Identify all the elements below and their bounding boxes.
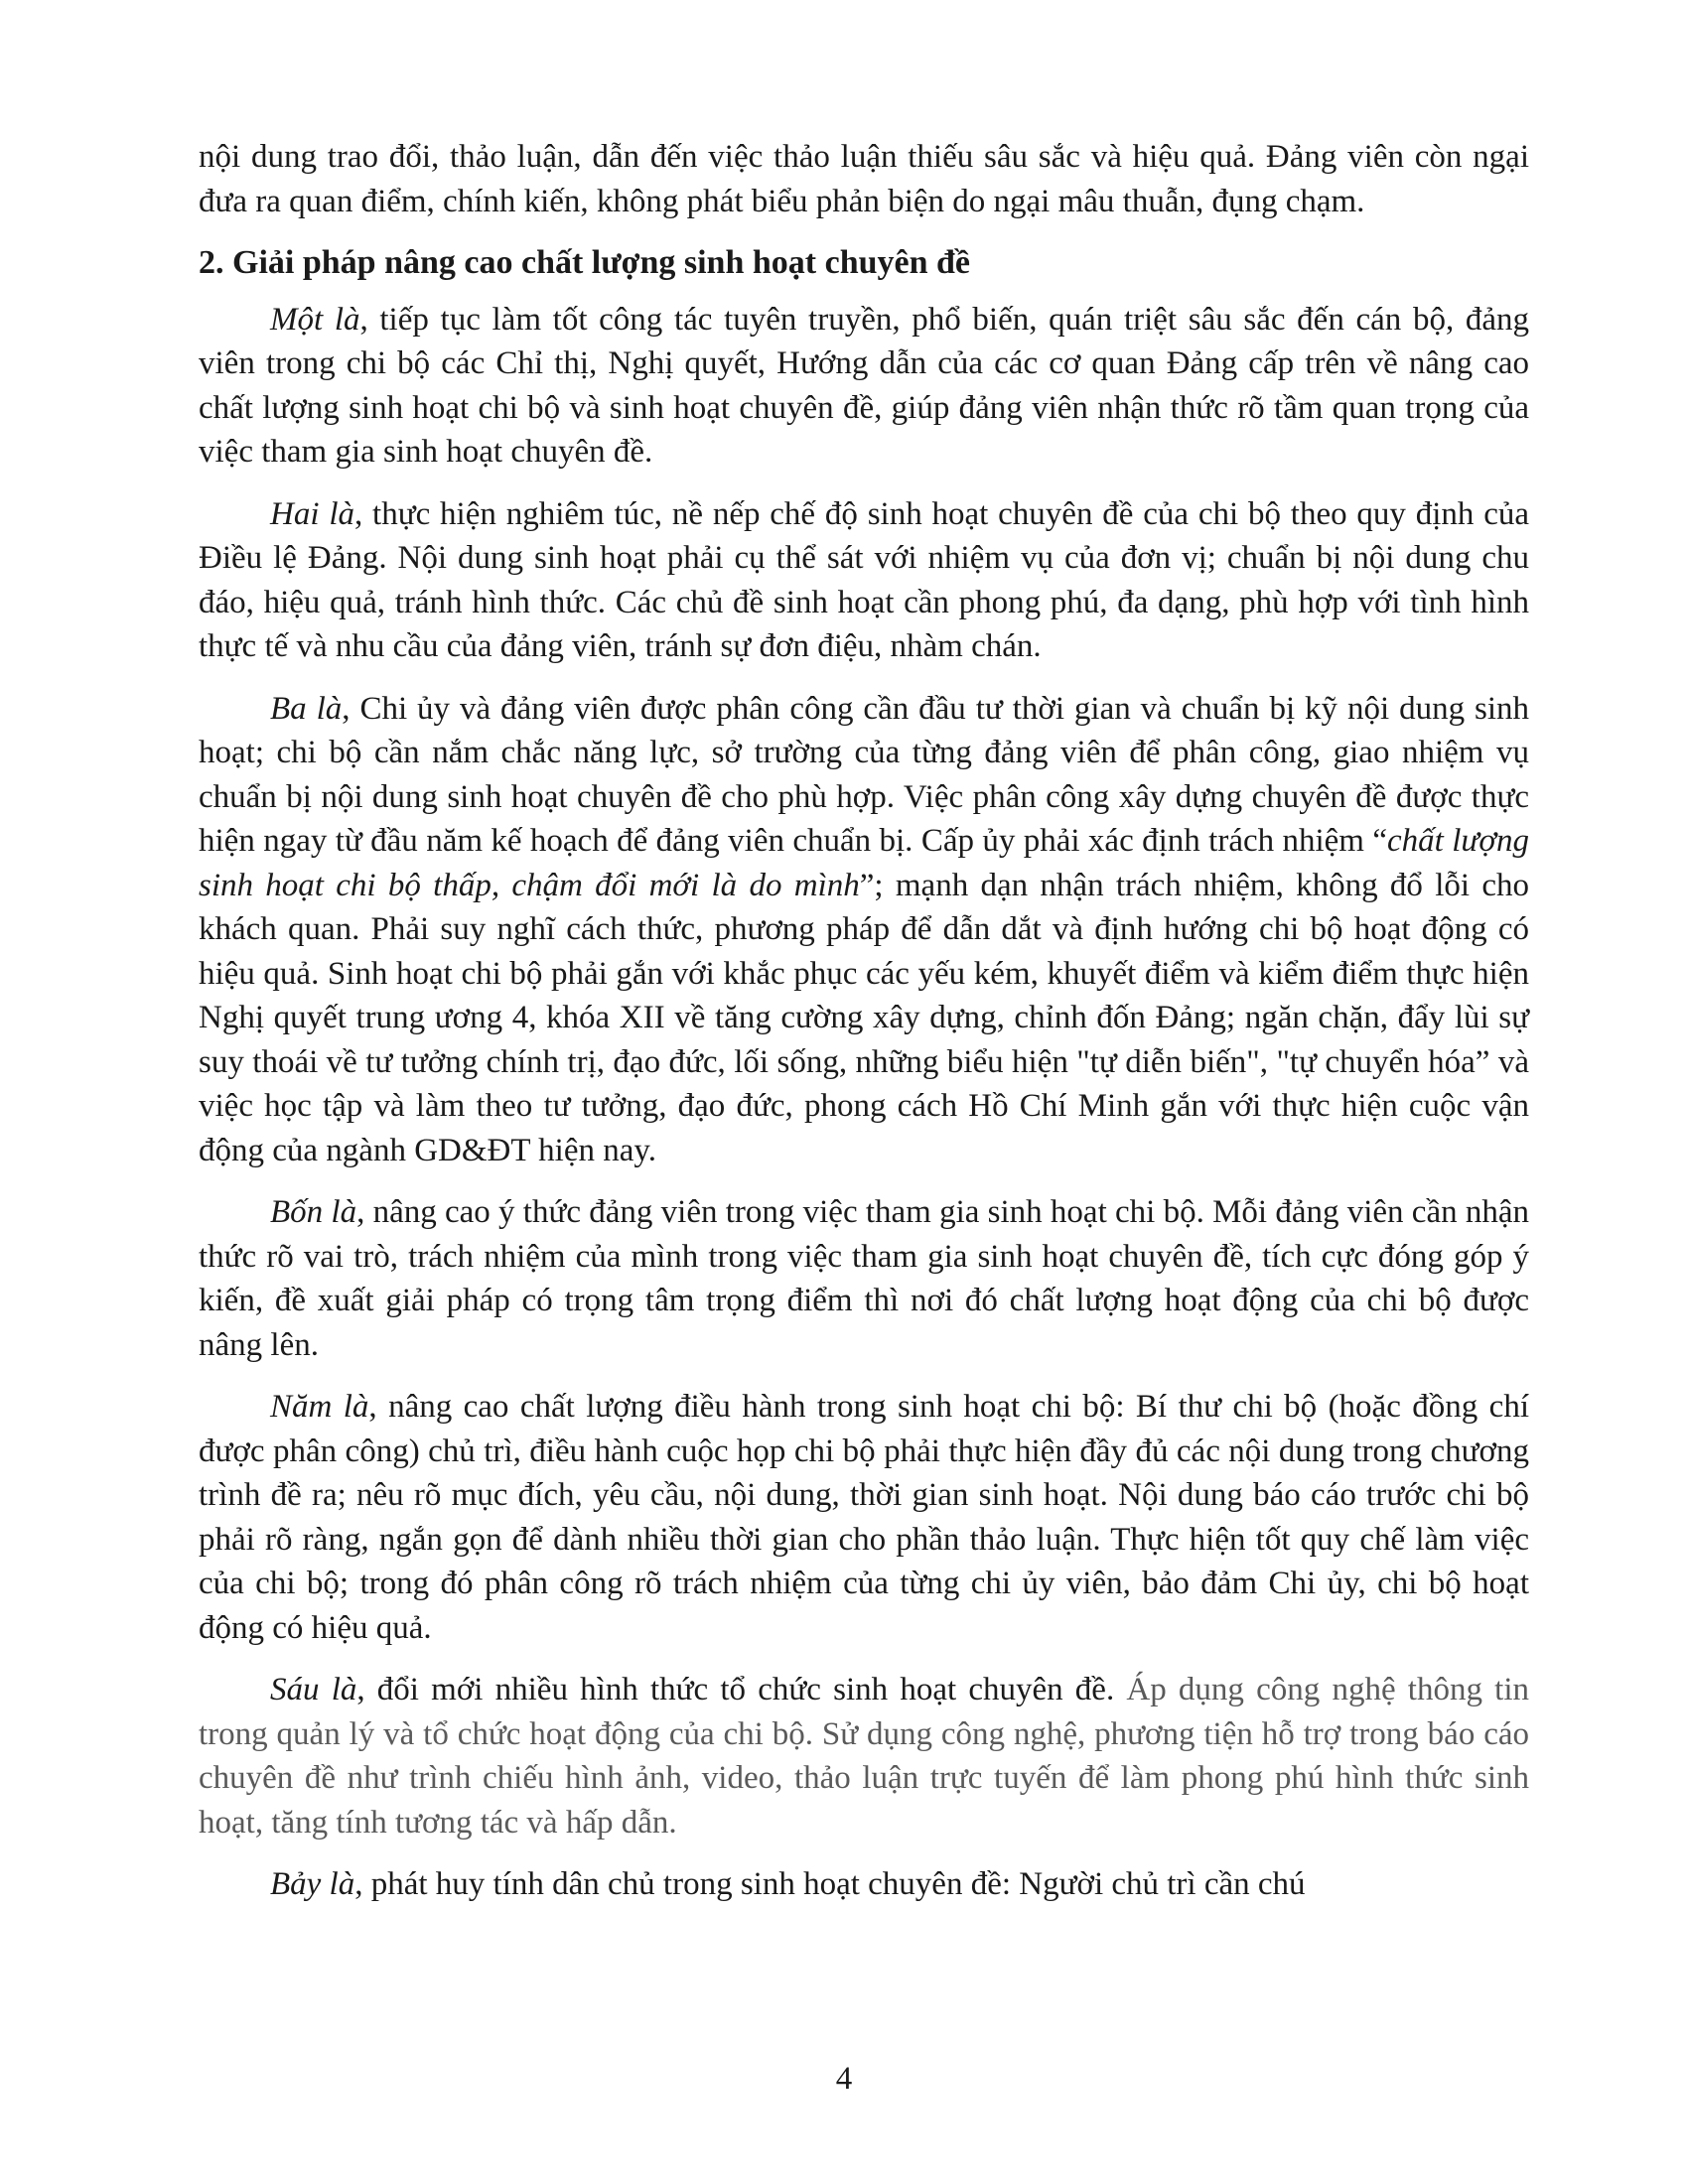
- solution-3-quote: chất lượng sinh hoạt chi bộ thấp, chậm đổi mới là do mình: [199, 823, 1529, 903]
- solution-2-lead: Hai là: [270, 495, 354, 532]
- solution-2-text: , thực hiện nghiêm túc, nề nếp chế độ sinh hoạt chuyên đề của chi bộ theo quy định của Điều lệ Đảng. Nội dung sinh hoạt phải cụ thể sát với nhiệm vụ của đơn vị; chuẩn bị nội dung chu đáo, hiệu quả, tránh hình thức. Các chủ đề sinh hoạt cần phong phú, đa dạng, phù hợp với tình hình thực tế và nhu cầu của đảng viên, tránh sự đơn điệu, nhàm chán.: [199, 495, 1529, 664]
- solution-7-text: , phát huy tính dân chủ trong sinh hoạt chuyên đề: Người chủ trì cần chú: [354, 1866, 1306, 1902]
- solution-1-text: , tiếp tục làm tốt công tác tuyên truyền, phổ biến, quán triệt sâu sắc đến cán bộ, đảng viên trong chi bộ các Chỉ thị, Nghị quyết, Hướng dẫn của các cơ quan Đảng cấp trên về nâng cao chất lượng sinh hoạt chi bộ và sinh hoạt chuyên đề, giúp đảng viên nhận thức rõ tầm quan trọng của việc tham gia sinh hoạt chuyên đề.: [199, 301, 1529, 470]
- page-number: 4: [835, 2061, 853, 2097]
- solution-6-text: , đổi mới nhiều hình thức tổ chức sinh hoạt chuyên đề.: [356, 1672, 1127, 1707]
- solution-5-lead: Năm là: [270, 1389, 369, 1425]
- solution-3-text-a: , Chi ủy và đảng viên được phân công cần đầu tư thời gian và chuẩn bị kỹ nội dung sinh hoạt; chi bộ cần nắm chắc năng lực, sở trường của từng đảng viên để phân công, giao nhiệm vụ chuẩn bị nội dung sinh hoạt chuyên đề cho phù hợp. Việc phân công xây dựng chuyên đề được thực hiện ngay từ đầu năm kế hoạch để đảng viên chuẩn bị. Cấp ủy phải xác định trách nhiệm “: [199, 690, 1530, 859]
- solution-paragraph-3: [199, 687, 1529, 1173]
- solution-paragraph-2: [199, 492, 1529, 669]
- solution-4-text: , nâng cao ý thức đảng viên trong việc tham gia sinh hoạt chi bộ. Mỗi đảng viên cần nhận thức rõ vai trò, trách nhiệm của mình trong việc tham gia sinh hoạt chuyên đề, tích cực đóng góp ý kiến, đề xuất giải pháp có trọng tâm trọng điểm thì nơi đó chất lượng hoạt động của chi bộ được nâng lên.: [199, 1194, 1529, 1363]
- solution-paragraph-6: [199, 1668, 1529, 1844]
- solution-4-lead: Bốn là: [270, 1194, 357, 1230]
- document-page: [199, 135, 1529, 1925]
- solution-paragraph-5: [199, 1385, 1529, 1650]
- solution-paragraph-1: [199, 298, 1529, 475]
- solution-1-lead: Một là: [270, 301, 360, 338]
- intro-text: nội dung trao đổi, thảo luận, dẫn đến việc thảo luận thiếu sâu sắc và hiệu quả. Đảng viên còn ngại đưa ra quan điểm, chính kiến, không phát biểu phản biện do ngại mâu thuẫn, đụng chạm.: [199, 139, 1529, 219]
- solution-paragraph-7: [199, 1862, 1529, 1907]
- solution-3-lead: Ba là: [270, 690, 343, 727]
- solution-6-lead: Sáu là: [270, 1672, 357, 1707]
- solution-3-text-b: ”; mạnh dạn nhận trách nhiệm, không đổ lỗi cho khách quan. Phải suy nghĩ cách thức, phương pháp để dẫn dắt và định hướng chi bộ hoạt động có hiệu quả. Sinh hoạt chi bộ phải gắn với khắc phục các yếu kém, khuyết điểm và kiểm điểm thực hiện Nghị quyết trung ương 4, khóa XII về tăng cường xây dựng, chỉnh đốn Đảng; ngăn chặn, đẩy lùi sự suy thoái về tư tưởng chính trị, đạo đức, lối sống, những biểu hiện "tự diễn biến", "tự chuyển hóa” và việc học tập và làm theo tư tưởng, đạo đức, phong cách Hồ Chí Minh gắn với thực hiện cuộc vận động của ngành GD&ĐT hiện nay.: [199, 867, 1529, 1168]
- intro-paragraph: [199, 135, 1529, 223]
- solution-6-text-gray: Áp dụng công nghệ thông tin trong quản lý và tổ chức hoạt động của chi bộ. Sử dụng công nghệ, phương tiện hỗ trợ trong báo cáo chuyên đề như trình chiếu hình ảnh, video, thảo luận trực tuyến để làm phong phú hình thức sinh hoạt, tăng tính tương tác và hấp dẫn.: [199, 1672, 1529, 1841]
- solution-5-text: , nâng cao chất lượng điều hành trong sinh hoạt chi bộ: Bí thư chi bộ (hoặc đồng chí được phân công) chủ trì, điều hành cuộc họp chi bộ phải thực hiện đầy đủ các nội dung trong chương trình đề ra; nêu rõ mục đích, yêu cầu, nội dung, thời gian sinh hoạt. Nội dung báo cáo trước chi bộ phải rõ ràng, ngắn gọn để dành nhiều thời gian cho phần thảo luận. Thực hiện tốt quy chế làm việc của chi bộ; trong đó phân công rõ trách nhiệm của từng chi ủy viên, bảo đảm Chi ủy, chi bộ hoạt động có hiệu quả.: [199, 1389, 1529, 1646]
- solution-paragraph-4: [199, 1190, 1529, 1367]
- solution-7-lead: Bảy là: [270, 1866, 355, 1902]
- section-heading: 2. Giải pháp nâng cao chất lượng sinh hoạt chuyên đề: [199, 244, 971, 281]
